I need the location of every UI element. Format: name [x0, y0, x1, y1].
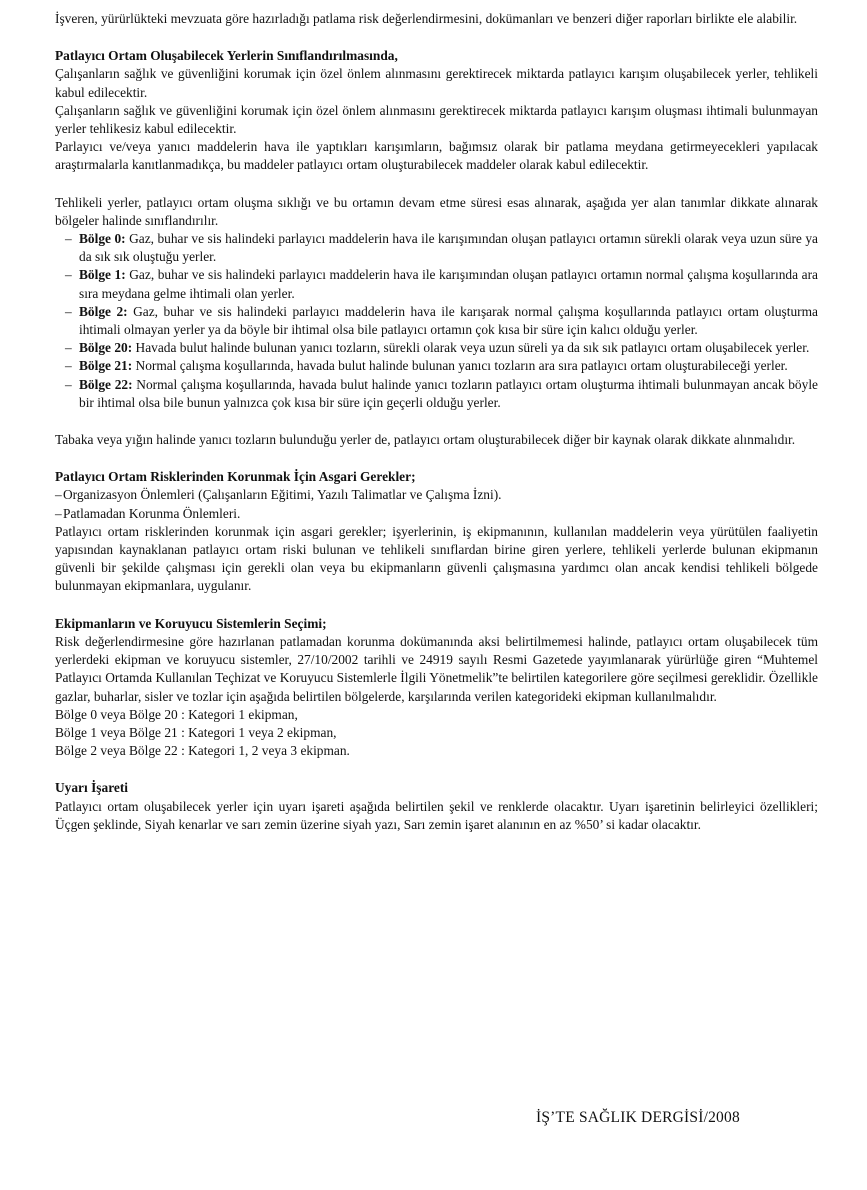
requirement-item-1 [55, 486, 818, 504]
zone-description: Normal çalışma koşullarında, havada bulut halinde yanıcı tozların patlayıcı ortam oluşturma ihtimali bulunmayan ancak böyle bir ihtimal olsa bile bunun yalnızca çok kısa bir süre için geçerli olduğu yerler. [79, 376, 818, 410]
journal-footer: İŞ’TE SAĞLIK DERGİSİ/2008 [536, 1109, 740, 1126]
zones-intro: Tehlikeli yerler, patlayıcı ortam oluşma sıklığı ve bu ortamın devam etme süresi esas alınarak, aşağıda yer alan tanımlar dikkate alınarak bölgeler halinde sınıflandırılır. [55, 194, 818, 228]
classification-section [55, 47, 818, 174]
spacer [55, 28, 818, 47]
zone-name: Bölge 2: [79, 303, 128, 319]
zone-description: Gaz, buhar ve sis halindeki parlayıcı maddelerin hava ile karışarak normal çalışma koşullarında patlayıcı ortam oluşturma ihtimali olmayan yerler ya da böyle bir ihtimal olsa bile patlayıcı ortamın çok kısa bir süre için kalıcı olduğu yerler. [79, 303, 818, 338]
zone-item-2 [55, 303, 818, 339]
classification-heading: Patlayıcı Ortam Oluşabilecek Yerlerin Sınıflandırılmasında, [55, 48, 398, 64]
zone-description: Gaz, buhar ve sis halindeki parlayıcı maddelerin hava ile karışımından oluşan patlayıcı ortamın sürekli olarak veya uzun süre ya da sık sık oluştuğu yerler. [79, 231, 818, 265]
intro-paragraph: İşveren, yürürlükteki mevzuata göre hazırladığı patlama risk değerlendirmesini, dokümanları ve benzeri diğer raporları birlikte ele alabilir. [55, 11, 798, 26]
zone-name: Bölge 20: [79, 340, 133, 356]
zone-item-22 [55, 376, 818, 412]
equipment-heading: Ekipmanların ve Koruyucu Sistemlerin Seçimi; [55, 615, 327, 631]
zone-item-21 [55, 357, 818, 375]
spacer [55, 175, 818, 194]
warning-section [55, 779, 818, 834]
dash-bullet: – [65, 340, 72, 356]
dash-bullet: – [65, 231, 72, 247]
zone-name: Bölge 21: [79, 358, 133, 374]
zone-item-0 [55, 230, 818, 266]
dash-bullet: – [55, 487, 62, 503]
equipment-line-2: Bölge 1 veya Bölge 21 : Kategori 1 veya 2 ekipman, [55, 724, 337, 740]
classification-paragraph-2: Çalışanların sağlık ve güvenliğini korumak için özel önlem alınmasını gerektirecek miktarda patlayıcı karışım oluşması ihtimali bulunmayan yerler tehlikesiz kabul edilecektir. [55, 102, 818, 137]
spacer [55, 449, 818, 468]
requirements-paragraph: Patlayıcı ortam risklerinden korunmak için asgari gerekler; işyerlerinin, iş ekipmanının, kullanılan maddelerin veya yürütülen faaliyetin yapısından kaynaklanan patlayıcı ortam riski bulunan ve tehlikeli sınıflardan birine giren yerlere, tehlikeli yerlerde bulunan ekipmanın güvenli bir şekilde çalışması için gerekli olan veya bu ekipmanların güvenli çalışmasına yardımcı olan ancak kendisi tehlikeli bölgede bulunmayan ekipmanlara, uygulanır. [55, 523, 818, 594]
zone-name: Bölge 22: [79, 376, 133, 392]
spacer [55, 760, 818, 779]
zones-list [55, 230, 818, 412]
zone-item-1 [55, 266, 818, 302]
dash-bullet: – [65, 358, 72, 374]
zone-description: Normal çalışma koşullarında, havada bulut halinde bulunan yanıcı tozların ara sıra patlayıcı ortam oluşturabileceği yerler. [132, 358, 788, 374]
dust-note: Tabaka veya yığın halinde yanıcı tozların bulunduğu yerler de, patlayıcı ortam oluşturabilecek diğer bir kaynak olarak dikkate alınmalıdır. [55, 432, 796, 448]
document-page [55, 10, 818, 834]
zone-description: Havada bulut halinde bulunan yanıcı tozların, sürekli olarak veya uzun süreli ya da sık sık patlayıcı ortam oluşabilecek yerler. [132, 340, 810, 356]
requirement-text: Patlamadan Korunma Önlemleri. [63, 505, 241, 521]
zone-description: Gaz, buhar ve sis halindeki parlayıcı maddelerin hava ile karışımından oluşan patlayıcı ortamın normal çalışma koşullarında ara sıra meydana gelme ihtimali olan yerler. [79, 267, 818, 301]
requirement-text: Organizasyon Önlemleri (Çalışanların Eğitimi, Yazılı Talimatlar ve Çalışma İzni). [63, 487, 502, 503]
warning-paragraph: Patlayıcı ortam oluşabilecek yerler için uyarı işareti aşağıda belirtilen şekil ve renklerde olacaktır. Uyarı işaretinin belirleyici özellikleri; Üçgen şeklinde, Siyah kenarlar ve sarı zemin üzerine siyah yazı, Sarı zemin işaret alanının en az %50’ si kadar olacaktır. [55, 798, 818, 832]
zones-section [55, 194, 818, 412]
equipment-section [55, 615, 818, 761]
classification-paragraph-1: Çalışanların sağlık ve güvenliğini korumak için özel önlem alınmasını gerektirecek miktarda patlayıcı karışım oluşabilecek yerler, tehlikeli kabul edilecektir. [55, 66, 818, 100]
dash-bullet: – [65, 303, 72, 319]
spacer [55, 412, 818, 431]
zone-name: Bölge 1: [79, 267, 126, 283]
dash-bullet: – [65, 267, 72, 283]
dash-bullet: – [55, 505, 62, 521]
dash-bullet: – [65, 376, 72, 392]
requirement-item-2 [55, 505, 818, 523]
equipment-paragraph: Risk değerlendirmesine göre hazırlanan patlamadan korunma dokümanında aksi belirtilmemesi halinde, patlayıcı ortam oluşabilecek tüm yerlerdeki ekipman ve koruyucu sistemler, 27/10/2002 tarihli ve 24919 sayılı Resmi Gazetede yayımlanarak yürürlüğe giren “Muhtemel Patlayıcı Ortamda Kullanılan Teçhizat ve Koruyucu Sistemlerle İlgili Yönetmelik”te belirtilen kategorilere göre seçilmesi gereklidir. Özellikle gazlar, buharlar, sisler ve tozlar için aşağıda belirtilen bölgelerde, karşılarında verilen kategorideki ekipman kullanılmalıdır. [55, 633, 818, 704]
zone-name: Bölge 0: [79, 231, 126, 247]
requirements-heading: Patlayıcı Ortam Risklerinden Korunmak İçin Asgari Gerekler; [55, 469, 416, 485]
equipment-line-3: Bölge 2 veya Bölge 22 : Kategori 1, 2 veya 3 ekipman. [55, 743, 350, 759]
requirements-section [55, 468, 818, 595]
equipment-line-1: Bölge 0 veya Bölge 20 : Kategori 1 ekipman, [55, 706, 298, 722]
classification-paragraph-3: Parlayıcı ve/veya yanıcı maddelerin hava ile yaptıkları karışımların, bağımsız olarak bir patlama meydana getirmeyecekleri yapılacak araştırmalarla kanıtlanmadıkça, bu maddeler patlayıcı ortam oluşturabilecek maddeler olarak kabul edilecektir. [55, 139, 818, 173]
spacer [55, 596, 818, 615]
zone-item-20 [55, 339, 818, 357]
warning-heading: Uyarı İşareti [55, 780, 129, 796]
